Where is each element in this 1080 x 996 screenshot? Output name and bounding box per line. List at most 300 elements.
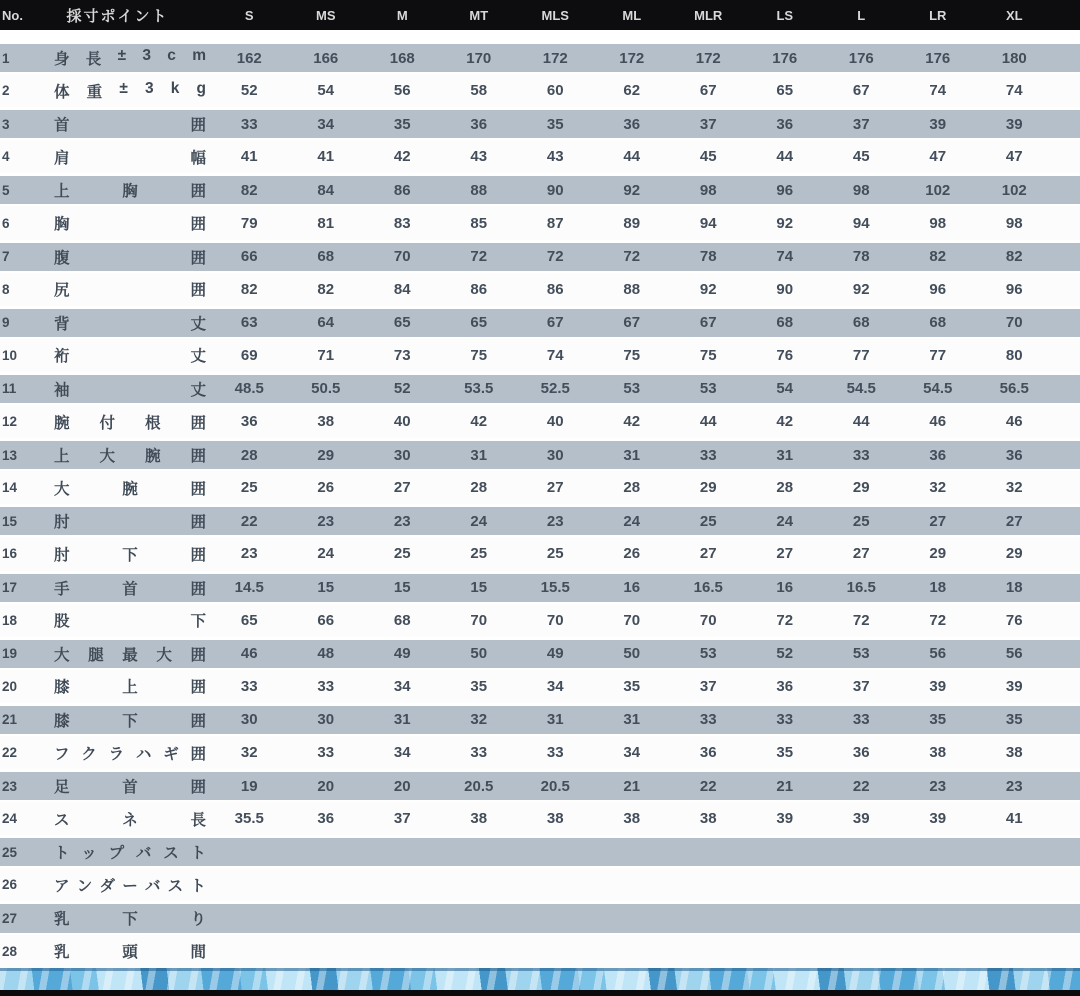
value-cell: 31 (623, 446, 641, 464)
measure-label: 乳 頭 間 (54, 944, 206, 962)
value-cell: 15 (470, 579, 488, 597)
value-cell: 27 (699, 545, 717, 563)
measure-label: 腕 付 根 囲 (54, 414, 206, 432)
value-cell: 30 (546, 446, 564, 464)
value-cell: 70 (699, 611, 717, 629)
measure-label-cell (24, 146, 211, 168)
value-cell: 25 (699, 512, 717, 530)
value-cell: 72 (776, 611, 794, 629)
value-cell: 72 (929, 611, 947, 629)
value-cell: 20 (393, 777, 411, 795)
value-cell: 29 (699, 479, 717, 497)
value-cell: 35 (623, 677, 641, 695)
value-cell: 38 (1005, 744, 1023, 762)
value-cell: 35 (1005, 711, 1023, 729)
row-number: 27 (2, 910, 18, 926)
value-cell: 35 (929, 711, 947, 729)
value-cell: 68 (929, 314, 947, 332)
value-cell: 74 (546, 346, 564, 364)
value-cell: 25 (470, 545, 488, 563)
no-column-header: No. (2, 7, 23, 23)
measure-label: 肩 幅 (54, 149, 206, 167)
table-row (0, 935, 1080, 968)
size-header-LR: LR (929, 7, 947, 23)
row-number: 10 (2, 347, 18, 363)
header-gap (0, 30, 1080, 41)
value-cell: 46 (1005, 413, 1023, 431)
table-row (0, 438, 1080, 471)
value-cell: 38 (317, 413, 335, 431)
value-cell: 35 (393, 115, 411, 133)
value-cell: 34 (623, 744, 641, 762)
value-cell: 168 (389, 49, 415, 67)
measure-label: 上 胸 囲 (54, 183, 206, 201)
value-cell: 172 (542, 49, 568, 67)
value-cell: 33 (699, 446, 717, 464)
value-cell: 76 (1005, 611, 1023, 629)
value-cell: 96 (1005, 280, 1023, 298)
measure-label: 股 下 (54, 613, 206, 631)
value-cell: 98 (852, 181, 870, 199)
value-cell: 67 (699, 314, 717, 332)
row-number: 18 (2, 612, 18, 628)
row-number: 23 (2, 778, 18, 794)
value-cell: 30 (317, 711, 335, 729)
value-cell: 176 (772, 49, 798, 67)
table-header (0, 0, 1080, 30)
measure-label: 膝 上 囲 (54, 679, 206, 697)
measure-label: 上 大 腕 囲 (54, 448, 206, 466)
measure-label: ス ネ 長 (54, 811, 206, 829)
value-cell: 88 (623, 280, 641, 298)
measure-label: 裄 丈 (54, 348, 206, 366)
size-header-LS: LS (776, 7, 794, 23)
measure-label: 大 腕 囲 (54, 480, 206, 498)
value-cell: 82 (929, 248, 947, 266)
measure-label-cell (24, 874, 211, 896)
value-cell: 56.5 (999, 380, 1029, 398)
value-cell: 33 (546, 744, 564, 762)
measure-label: 足 首 囲 (54, 779, 206, 797)
value-cell: 21 (623, 777, 641, 795)
value-cell: 67 (623, 314, 641, 332)
value-cell: 68 (776, 314, 794, 332)
value-cell: 39 (852, 810, 870, 828)
measure-label-cell (24, 742, 211, 764)
value-cell: 64 (317, 314, 335, 332)
value-cell: 25 (393, 545, 411, 563)
value-cell: 70 (393, 248, 411, 266)
value-cell: 23 (317, 512, 335, 530)
value-cell: 29 (929, 545, 947, 563)
value-cell: 37 (852, 677, 870, 695)
value-cell: 47 (1005, 148, 1023, 166)
table-row (0, 537, 1080, 570)
value-cell: 172 (619, 49, 645, 67)
value-cell: 44 (623, 148, 641, 166)
row-number: 4 (2, 149, 10, 165)
value-cell: 24 (317, 545, 335, 563)
value-cell: 42 (623, 413, 641, 431)
value-cell: 25 (852, 512, 870, 530)
value-cell: 180 (1001, 49, 1027, 67)
value-cell: 162 (236, 49, 262, 67)
table-row (0, 736, 1080, 769)
value-cell: 42 (470, 413, 488, 431)
measure-label-cell (24, 577, 211, 599)
table-row (0, 240, 1080, 273)
value-cell: 65 (393, 314, 411, 332)
row-number: 7 (2, 249, 10, 265)
value-cell: 35 (546, 115, 564, 133)
value-cell: 92 (776, 214, 794, 232)
value-cell: 78 (699, 248, 717, 266)
value-cell: 33 (240, 677, 258, 695)
value-cell: 25 (546, 545, 564, 563)
value-cell: 66 (240, 248, 258, 266)
value-cell: 102 (925, 181, 951, 199)
value-cell: 73 (393, 346, 411, 364)
row-number: 9 (2, 315, 10, 331)
measure-label-cell (24, 312, 211, 334)
value-cell: 26 (317, 479, 335, 497)
value-cell: 36 (852, 744, 870, 762)
table-row (0, 405, 1080, 438)
value-cell: 98 (1005, 214, 1023, 232)
value-cell: 70 (546, 611, 564, 629)
value-cell: 34 (393, 744, 411, 762)
value-cell: 82 (240, 280, 258, 298)
value-cell: 77 (852, 346, 870, 364)
value-cell: 56 (1005, 645, 1023, 663)
value-cell: 67 (852, 82, 870, 100)
value-cell: 27 (929, 512, 947, 530)
value-cell: 69 (240, 346, 258, 364)
measure-label-cell (24, 411, 211, 433)
value-cell: 83 (393, 214, 411, 232)
measure-label-cell (24, 477, 211, 499)
size-header-ML: ML (622, 7, 642, 23)
table-row (0, 339, 1080, 372)
value-cell: 22 (852, 777, 870, 795)
value-cell: 36 (240, 413, 258, 431)
value-cell: 16.5 (693, 579, 723, 597)
value-cell: 22 (699, 777, 717, 795)
row-number: 12 (2, 414, 18, 430)
table-row (0, 372, 1080, 405)
measure-label-cell (24, 841, 211, 863)
table-row (0, 306, 1080, 339)
value-cell: 22 (240, 512, 258, 530)
value-cell: 39 (776, 810, 794, 828)
value-cell: 72 (852, 611, 870, 629)
size-header-XL: XL (1005, 7, 1023, 23)
value-cell: 35 (776, 744, 794, 762)
size-header-M: M (396, 7, 408, 23)
size-header-S: S (244, 7, 254, 23)
value-cell: 84 (317, 181, 335, 199)
table-row (0, 901, 1080, 934)
table-row (0, 835, 1080, 868)
table-row (0, 868, 1080, 901)
value-cell: 21 (776, 777, 794, 795)
value-cell: 37 (852, 115, 870, 133)
row-number: 24 (2, 811, 18, 827)
table-body (0, 41, 1080, 968)
value-cell: 53 (699, 380, 717, 398)
value-cell: 79 (240, 214, 258, 232)
table-row (0, 604, 1080, 637)
table-row (0, 670, 1080, 703)
value-cell: 39 (929, 115, 947, 133)
value-cell: 31 (623, 711, 641, 729)
row-number: 15 (2, 513, 18, 529)
value-cell: 23 (393, 512, 411, 530)
measure-label-cell (24, 113, 211, 135)
value-cell: 81 (317, 214, 335, 232)
row-number: 6 (2, 215, 10, 231)
measure-label: ア ン ダ ー バ ス ト (54, 877, 206, 895)
value-cell: 65 (776, 82, 794, 100)
value-cell: 52 (776, 645, 794, 663)
value-cell: 80 (1005, 346, 1023, 364)
value-cell: 53 (623, 380, 641, 398)
value-cell: 72 (623, 248, 641, 266)
value-cell: 74 (776, 248, 794, 266)
value-cell: 38 (929, 744, 947, 762)
value-cell: 31 (776, 446, 794, 464)
value-cell: 92 (623, 181, 641, 199)
value-cell: 170 (466, 49, 492, 67)
value-cell: 37 (393, 810, 411, 828)
value-cell: 94 (699, 214, 717, 232)
value-cell: 82 (317, 280, 335, 298)
value-cell: 49 (393, 645, 411, 663)
value-cell: 20 (317, 777, 335, 795)
value-cell: 65 (470, 314, 488, 332)
value-cell: 96 (929, 280, 947, 298)
value-cell: 68 (393, 611, 411, 629)
measure-label-cell (24, 80, 211, 102)
measure-label-cell (24, 808, 211, 830)
value-cell: 33 (470, 744, 488, 762)
value-cell: 27 (1005, 512, 1023, 530)
measure-label-cell (24, 278, 211, 300)
value-cell: 26 (623, 545, 641, 563)
value-cell: 44 (699, 413, 717, 431)
value-cell: 50 (623, 645, 641, 663)
value-cell: 86 (470, 280, 488, 298)
value-cell: 48 (317, 645, 335, 663)
value-cell: 39 (929, 810, 947, 828)
table-row (0, 273, 1080, 306)
measure-label-cell (24, 444, 211, 466)
measure-label-cell (24, 344, 211, 366)
value-cell: 89 (623, 214, 641, 232)
value-cell: 45 (852, 148, 870, 166)
value-cell: 20.5 (540, 777, 570, 795)
value-cell: 41 (240, 148, 258, 166)
bottom-black-bar (0, 990, 1080, 996)
value-cell: 46 (929, 413, 947, 431)
value-cell: 31 (393, 711, 411, 729)
value-cell: 40 (546, 413, 564, 431)
value-cell: 42 (393, 148, 411, 166)
measure-label: 体 重 ± 3 k g (54, 79, 206, 101)
value-cell: 67 (699, 82, 717, 100)
value-cell: 70 (1005, 314, 1023, 332)
value-cell: 53 (699, 645, 717, 663)
table-row (0, 571, 1080, 604)
value-cell: 76 (776, 346, 794, 364)
measure-label-cell (24, 609, 211, 631)
value-cell: 16 (623, 579, 641, 597)
value-cell: 46 (240, 645, 258, 663)
value-cell: 36 (623, 115, 641, 133)
value-cell: 92 (852, 280, 870, 298)
value-cell: 32 (470, 711, 488, 729)
measure-label-cell (24, 675, 211, 697)
size-header-MT: MT (469, 7, 489, 23)
measure-point-column-header: 採寸ポイント (66, 7, 169, 25)
table-row (0, 637, 1080, 670)
value-cell: 52.5 (540, 380, 570, 398)
value-cell: 176 (925, 49, 951, 67)
measure-label-cell (24, 940, 211, 962)
value-cell: 36 (317, 810, 335, 828)
value-cell: 33 (776, 711, 794, 729)
value-cell: 23 (240, 545, 258, 563)
table-row (0, 140, 1080, 173)
size-header-L: L (857, 7, 866, 23)
value-cell: 58 (470, 82, 488, 100)
value-cell: 38 (470, 810, 488, 828)
value-cell: 39 (1005, 677, 1023, 695)
value-cell: 33 (317, 677, 335, 695)
value-cell: 23 (1005, 777, 1023, 795)
value-cell: 32 (1005, 479, 1023, 497)
value-cell: 92 (699, 280, 717, 298)
measure-label: 手 首 囲 (54, 580, 206, 598)
measure-label-cell (24, 212, 211, 234)
value-cell: 35.5 (234, 810, 264, 828)
value-cell: 25 (240, 479, 258, 497)
value-cell: 20.5 (464, 777, 494, 795)
value-cell: 24 (470, 512, 488, 530)
value-cell: 37 (699, 115, 717, 133)
value-cell: 98 (929, 214, 947, 232)
value-cell: 33 (852, 446, 870, 464)
table-row (0, 107, 1080, 140)
value-cell: 87 (546, 214, 564, 232)
measure-label-cell (24, 775, 211, 797)
value-cell: 28 (470, 479, 488, 497)
value-cell: 28 (240, 446, 258, 464)
value-cell: 38 (623, 810, 641, 828)
value-cell: 90 (776, 280, 794, 298)
table-row (0, 471, 1080, 504)
table-row (0, 74, 1080, 107)
value-cell: 18 (1005, 579, 1023, 597)
value-cell: 15 (317, 579, 335, 597)
value-cell: 82 (240, 181, 258, 199)
table-row (0, 802, 1080, 835)
value-cell: 29 (317, 446, 335, 464)
value-cell: 84 (393, 280, 411, 298)
value-cell: 96 (776, 181, 794, 199)
value-cell: 36 (699, 744, 717, 762)
value-cell: 19 (240, 777, 258, 795)
value-cell: 33 (852, 711, 870, 729)
value-cell: 50.5 (311, 380, 341, 398)
value-cell: 54.5 (846, 380, 876, 398)
value-cell: 42 (776, 413, 794, 431)
measure-label: 肘 下 囲 (54, 546, 206, 564)
value-cell: 28 (623, 479, 641, 497)
measure-label-cell (24, 643, 211, 665)
value-cell: 34 (546, 677, 564, 695)
value-cell: 39 (1005, 115, 1023, 133)
value-cell: 53 (852, 645, 870, 663)
value-cell: 35 (470, 677, 488, 695)
value-cell: 27 (546, 479, 564, 497)
value-cell: 16 (776, 579, 794, 597)
value-cell: 24 (776, 512, 794, 530)
row-number: 2 (2, 83, 10, 99)
value-cell: 31 (470, 446, 488, 464)
value-cell: 43 (546, 148, 564, 166)
row-number: 26 (2, 877, 18, 893)
value-cell: 54.5 (923, 380, 953, 398)
row-number: 19 (2, 646, 18, 662)
value-cell: 36 (776, 677, 794, 695)
value-cell: 53.5 (464, 380, 494, 398)
value-cell: 34 (317, 115, 335, 133)
value-cell: 43 (470, 148, 488, 166)
value-cell: 36 (470, 115, 488, 133)
value-cell: 33 (240, 115, 258, 133)
value-cell: 38 (546, 810, 564, 828)
value-cell: 102 (1001, 181, 1027, 199)
value-cell: 24 (623, 512, 641, 530)
value-cell: 15.5 (540, 579, 570, 597)
measure-label: ト ッ プ バ ス ト (54, 845, 206, 863)
value-cell: 72 (546, 248, 564, 266)
size-header-MS: MS (316, 7, 336, 23)
size-header-MLR: MLR (694, 7, 723, 23)
value-cell: 41 (1005, 810, 1023, 828)
measure-label-cell (24, 510, 211, 532)
measure-label-cell (24, 47, 211, 69)
value-cell: 29 (1005, 545, 1023, 563)
value-cell: 37 (699, 677, 717, 695)
row-number: 28 (2, 943, 18, 959)
row-number: 5 (2, 182, 10, 198)
value-cell: 98 (699, 181, 717, 199)
measure-label-cell (24, 246, 211, 268)
value-cell: 14.5 (234, 579, 264, 597)
value-cell: 60 (546, 82, 564, 100)
row-number: 13 (2, 447, 18, 463)
value-cell: 44 (776, 148, 794, 166)
row-number: 17 (2, 580, 18, 596)
row-number: 3 (2, 116, 10, 132)
value-cell: 40 (393, 413, 411, 431)
row-number: 16 (2, 546, 18, 562)
table-row (0, 206, 1080, 239)
value-cell: 27 (852, 545, 870, 563)
value-cell: 68 (317, 248, 335, 266)
